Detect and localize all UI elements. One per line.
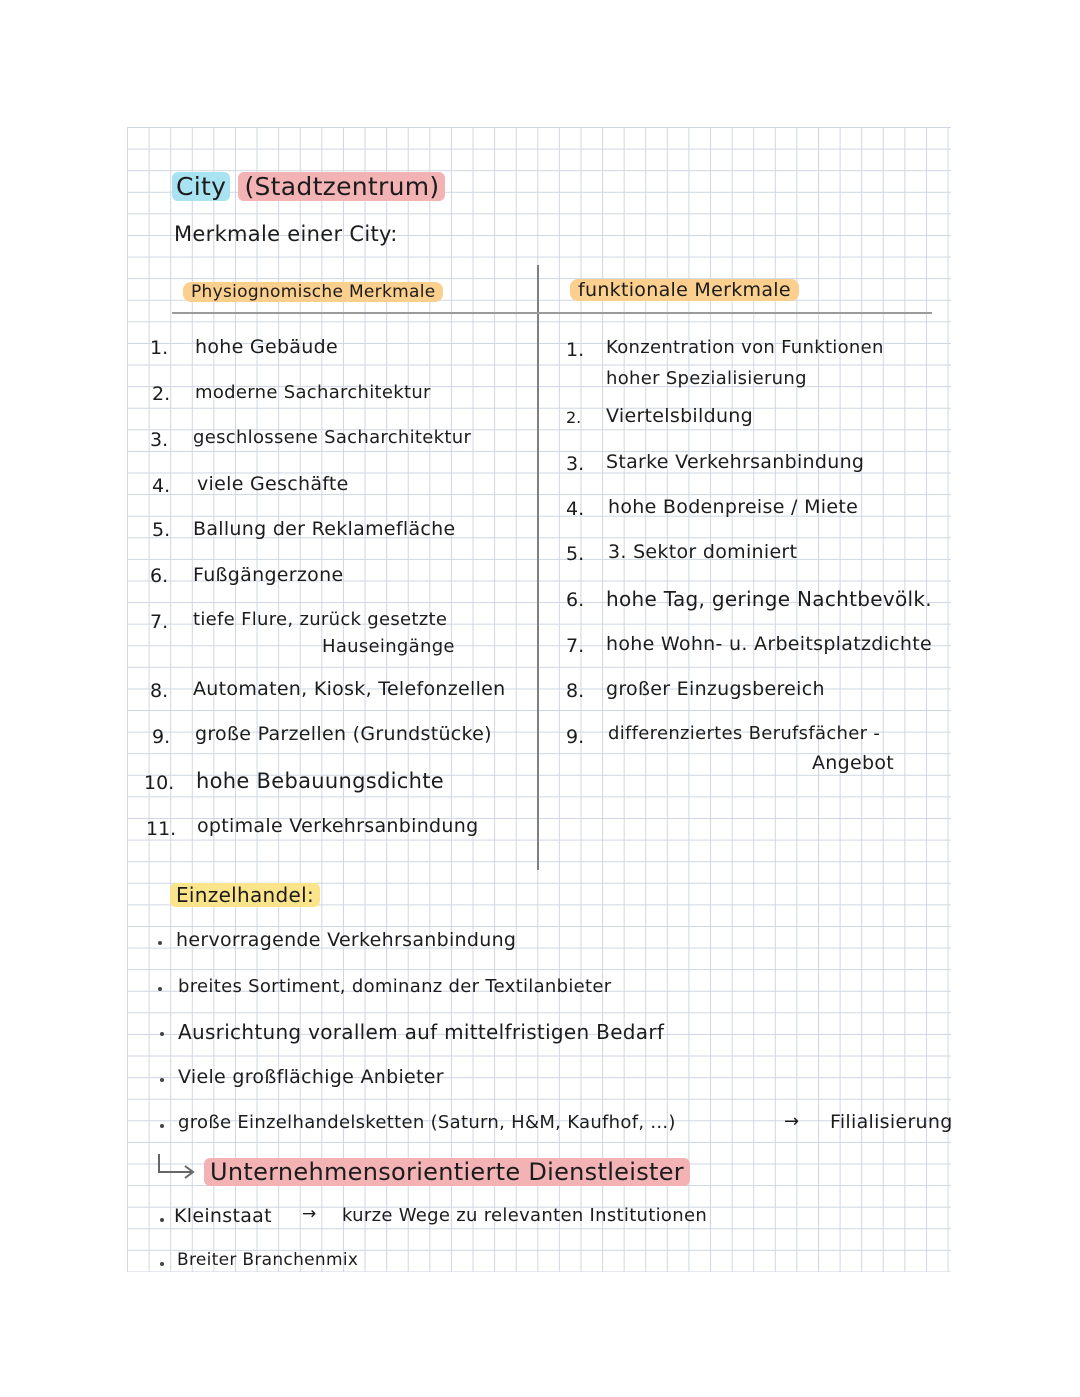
list-item: große Parzellen (Grundstücke) (195, 723, 492, 745)
list-number: 9. (152, 726, 171, 748)
list-item: Ausrichtung vorallem auf mittelfristigen Bedarf (178, 1020, 665, 1044)
list-item: Automaten, Kiosk, Telefonzellen (193, 678, 506, 700)
list-number: 3. (150, 429, 169, 451)
filialisierung-label: Filialisierung (830, 1111, 953, 1133)
bullet-dot (160, 1124, 164, 1128)
list-number: 5. (152, 519, 171, 541)
turn-arrow-icon (155, 1152, 201, 1182)
right-arrow-icon: → (302, 1204, 317, 1224)
list-item: großer Einzugsbereich (606, 678, 825, 700)
list-item: Konzentration von Funktionen (606, 337, 884, 358)
list-item: hohe Gebäude (195, 336, 338, 358)
column-divider-vertical (537, 265, 539, 870)
title-paren: (Stadtzentrum) (238, 172, 445, 201)
bullet-dot (158, 941, 162, 945)
list-item: tiefe Flure, zurück gesetzte (193, 609, 448, 630)
list-item: hohe Bodenpreise / Miete (608, 496, 859, 518)
list-number: 4. (152, 475, 171, 497)
right-arrow-icon: → (784, 1111, 800, 1132)
services-heading: Unternehmensorientierte Dienstleister (204, 1158, 690, 1186)
list-item: hohe Bebauungsdichte (196, 769, 444, 793)
list-item-detail: kurze Wege zu relevanten Institutionen (342, 1205, 708, 1226)
list-number: 7. (150, 611, 169, 633)
column-divider-horizontal (172, 312, 932, 314)
left-heading: Physiognomische Merkmale (183, 282, 443, 302)
title-city: City (172, 172, 230, 201)
list-number: 1. (150, 337, 169, 359)
list-number: 11. (146, 818, 177, 840)
list-number: 6. (566, 589, 585, 611)
list-item: Viertelsbildung (606, 405, 753, 427)
list-item: breites Sortiment, dominanz der Textilanbieter (178, 976, 612, 997)
list-number: 9. (566, 726, 585, 748)
list-item: Ballung der Reklamefläche (193, 518, 456, 540)
list-number: 6. (150, 565, 169, 587)
list-item-continued: Angebot (812, 752, 895, 774)
list-item: hohe Tag, geringe Nachtbevölk. (606, 587, 932, 611)
list-item-continued: Hauseingänge (322, 636, 455, 657)
bullet-dot (160, 1262, 164, 1266)
list-item: Viele großflächige Anbieter (178, 1066, 444, 1088)
right-heading: funktionale Merkmale (570, 279, 799, 301)
list-number: 5. (566, 543, 585, 565)
bullet-dot (160, 1078, 164, 1082)
list-number: 8. (566, 680, 585, 702)
bullet-dot (160, 1218, 164, 1222)
list-item: optimale Verkehrsanbindung (197, 815, 479, 837)
list-item: moderne Sacharchitektur (195, 382, 431, 403)
list-item: hohe Wohn- u. Arbeitsplatzdichte (606, 633, 932, 655)
retail-heading: Einzelhandel: (170, 883, 320, 907)
list-number: 2. (566, 408, 582, 427)
list-item: hervorragende Verkehrsanbindung (176, 929, 517, 951)
list-item: viele Geschäfte (197, 473, 349, 495)
bullet-dot (158, 987, 162, 991)
list-number: 8. (150, 680, 169, 702)
list-number: 4. (566, 498, 585, 520)
list-item: Fußgängerzone (193, 564, 344, 586)
page-title (172, 172, 445, 201)
list-item: Breiter Branchenmix (177, 1250, 359, 1270)
list-number: 3. (566, 453, 585, 475)
bullet-dot (160, 1032, 164, 1036)
list-item: 3. Sektor dominiert (608, 541, 798, 563)
list-number: 1. (566, 339, 585, 361)
list-item: große Einzelhandelsketten (Saturn, H&M, Kaufhof, ...) (178, 1112, 676, 1133)
list-item: geschlossene Sacharchitektur (193, 427, 472, 448)
list-item: Kleinstaat (174, 1205, 272, 1227)
list-number: 7. (566, 635, 585, 657)
list-item: differenziertes Berufsfächer - (608, 723, 881, 744)
list-number: 10. (144, 772, 175, 794)
subtitle: Merkmale einer City: (174, 222, 398, 246)
list-item-continued: hoher Spezialisierung (606, 368, 807, 389)
list-number: 2. (152, 383, 171, 405)
list-item: Starke Verkehrsanbindung (606, 451, 865, 473)
